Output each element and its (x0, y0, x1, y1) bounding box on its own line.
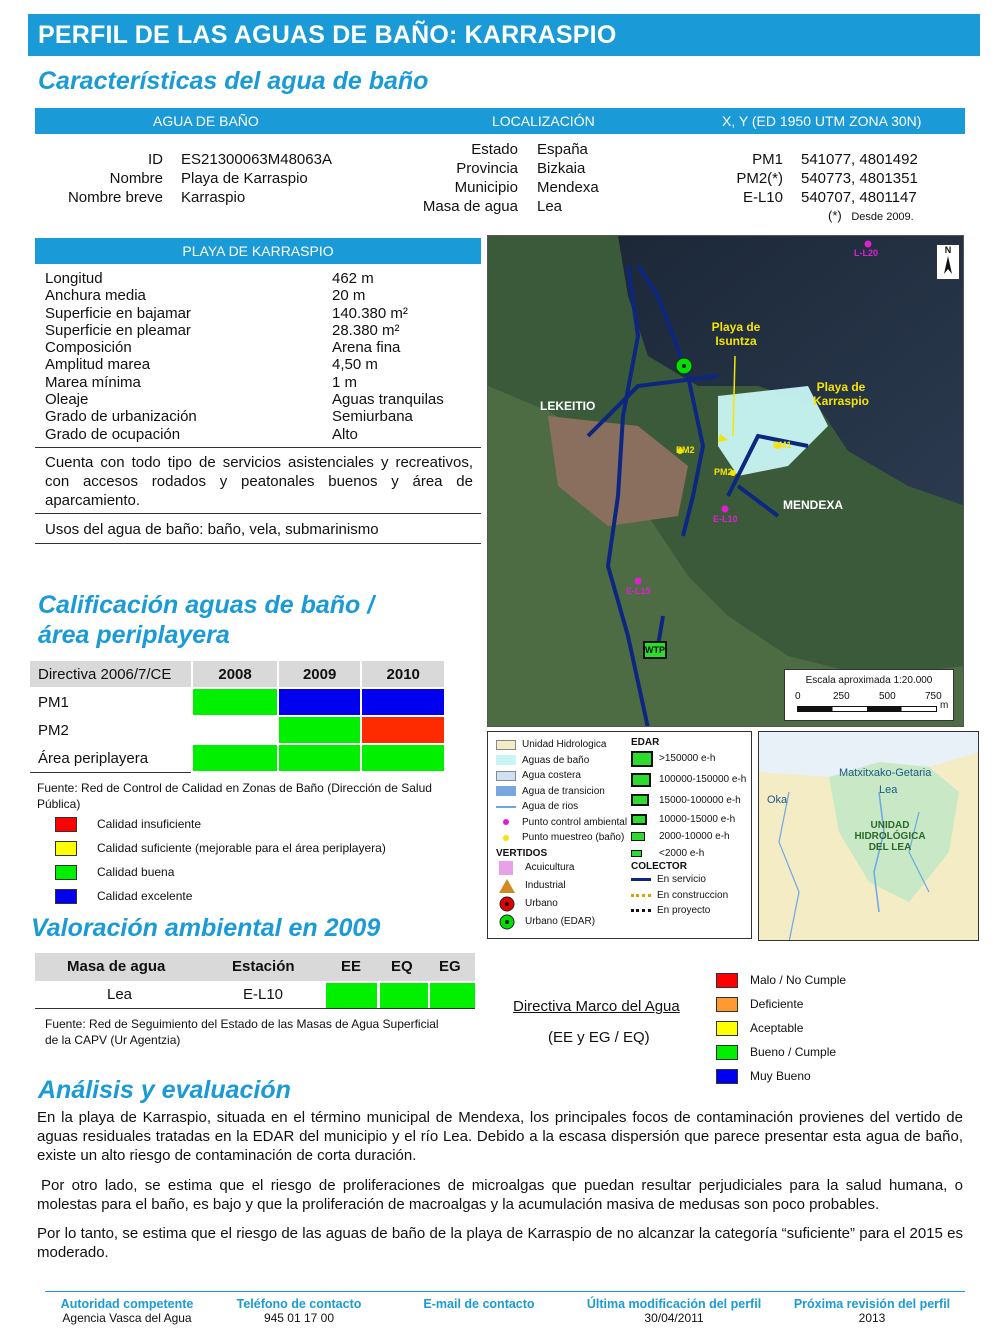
scale-title: Escala aproximada 1:20.000 (805, 675, 933, 686)
note-mark: (*) (828, 208, 842, 223)
urbano-edar-icon (499, 914, 515, 930)
val-cell-eg (430, 983, 475, 1008)
footer-divider (45, 1291, 965, 1292)
label-el10: E-L10 (713, 514, 738, 524)
loc-key: Masa de agua (422, 198, 518, 215)
label-ll20: L-L20 (854, 248, 879, 258)
legend-item: 2000-10000 e-h (659, 831, 730, 842)
playa-servicios: Cuenta con todo tipo de servicios asistenciales y recreativos, con accesos rodados y peatonales buenos y área de aparcamiento. (45, 454, 473, 509)
proyecto-line-icon (631, 909, 651, 912)
playa-usos: Usos del agua de baño: baño, vela, submarinismo (45, 521, 379, 538)
playa-key: Grado de ocupación (45, 425, 181, 443)
label-pm1: PM1 (773, 440, 792, 450)
swatch (55, 865, 77, 880)
coord-key: E-L10 (742, 189, 783, 206)
inset-lea: Lea (879, 784, 898, 796)
calificacion-heading (38, 590, 374, 650)
val-estacion: E-L10 (243, 986, 284, 1003)
swatch (716, 1045, 738, 1060)
playa-key: Longitud (45, 270, 103, 287)
calificacion-heading-l2: área periplayera (38, 621, 230, 649)
scale-bar (784, 669, 954, 721)
cal-cell (192, 716, 278, 744)
inset-matxitxako: Matxitxako-Getaria (839, 767, 932, 779)
control-icon (503, 819, 509, 825)
costera-icon (496, 771, 516, 781)
footer-heading: Teléfono de contacto (236, 1297, 362, 1311)
playa-value: Aguas tranquilas (332, 391, 444, 409)
muestreo-icon (503, 835, 509, 841)
playa-value: 1 m (332, 373, 358, 391)
scale-graphic (797, 706, 937, 712)
wtp-icon (631, 832, 645, 841)
inset-unidad: UNIDAD HIDROLÓGICA DEL LEA (854, 820, 926, 853)
scale-tick: 750 (925, 691, 942, 702)
footer-heading: Última modificación del perfil (586, 1297, 762, 1311)
edar-title: EDAR (631, 737, 660, 748)
footer-heading: Autoridad competente (60, 1297, 194, 1311)
legend-item: Unidad Hidrologica (522, 739, 607, 751)
cal-header: Directiva 2006/7/CE (29, 660, 192, 688)
loc-value: España (537, 141, 588, 158)
footer-heading: E-mail de contacto (423, 1297, 535, 1311)
loc-key: Estado (471, 141, 518, 158)
page-title: PERFIL DE LAS AGUAS DE BAÑO: KARRASPIO (28, 14, 980, 56)
legend-item: Agua de rios (522, 801, 579, 813)
playa-value: Semiurbana (332, 408, 413, 426)
scale-tick: 250 (833, 691, 850, 702)
legend-item: Urbano (EDAR) (525, 916, 596, 927)
coords-note (828, 208, 914, 223)
val-header: Masa de agua (67, 958, 166, 975)
legend-item: 10000-15000 e-h (659, 813, 736, 825)
caracteristicas-heading: Características del agua de baño (38, 67, 429, 95)
scale-tick: 500 (879, 691, 896, 702)
wtp-icon: WTP (643, 641, 667, 659)
scale-unit: m (940, 700, 949, 711)
legend-item: Punto muestreo (baño) (522, 832, 625, 844)
legend-label: Calidad buena (97, 865, 175, 879)
cal-year: 2009 (278, 660, 362, 688)
playa-value: 462 m (332, 270, 374, 287)
north-label: N (944, 245, 952, 255)
val-header: EQ (391, 958, 413, 975)
coord-value: 540707, 4801147 (801, 189, 917, 206)
legend-label: Deficiente (750, 997, 804, 1011)
playa-key: Amplitud marea (45, 356, 151, 374)
val-header: Estación (232, 958, 295, 975)
calificacion-fuente: Fuente: Red de Control de Calidad en Zonas de Baño (Dirección de Salud Pública) (37, 781, 432, 811)
swatch (716, 973, 738, 988)
calificacion-legend (55, 812, 386, 908)
swatch (716, 1021, 738, 1036)
playa-key: Anchura media (45, 287, 146, 305)
legend-label: Bueno / Cumple (750, 1045, 837, 1059)
legend-item: 100000-150000 e-h (659, 774, 747, 785)
footer-heading: Próxima revisión del perfil (793, 1297, 951, 1311)
loc-value: Mendexa (537, 179, 599, 196)
cal-cell (361, 744, 445, 772)
wtp-icon (631, 773, 651, 787)
legend-item: Agua costera (522, 770, 581, 782)
footer (45, 1297, 965, 1325)
legend-item: Punto control ambiental (522, 816, 628, 828)
unidad-icon (496, 740, 516, 750)
legend-item: <2000 e-h (659, 847, 705, 859)
legend-item: En servicio (657, 874, 706, 886)
legend-label: Aceptable (750, 1021, 804, 1035)
divider (35, 447, 481, 448)
agua-value: ES21300063M48063A (181, 151, 332, 168)
swatch (716, 997, 738, 1012)
playa-key: Oleaje (45, 391, 89, 409)
header-coords: X, Y (ED 1950 UTM ZONA 30N) (722, 113, 922, 129)
valoracion-fuente: Fuente: Red de Seguimiento del Estado de las Masas de Agua Superficial de la CAPV (Ur Agentzia) (45, 1017, 439, 1047)
val-header: EE (341, 958, 362, 975)
valoracion-row (35, 981, 475, 1009)
calificacion-heading-l1: Calificación aguas de baño / (38, 591, 375, 619)
agua-value: Karraspio (181, 189, 246, 206)
banyo-icon (496, 755, 516, 765)
val-cell-eq (380, 983, 428, 1008)
loc-value: Bizkaia (537, 160, 586, 177)
loc-value: Lea (537, 198, 563, 215)
label-karraspio: Playa de Karraspio (812, 380, 870, 408)
playa-header: PLAYA DE KARRASPIO (35, 238, 481, 264)
playa-rows (45, 270, 475, 443)
cal-cell (278, 744, 362, 772)
playa-key: Superficie en pleamar (45, 321, 191, 339)
legend-label: Calidad insuficiente (97, 817, 202, 831)
val-cell-ee (326, 983, 377, 1008)
footer-value: 945 01 17 00 (263, 1311, 335, 1325)
dma-title: Directiva Marco del Agua (513, 998, 680, 1015)
legend-item: En construccion (657, 889, 729, 901)
label-mendexa: MENDEXA (783, 498, 844, 512)
agua-key: Nombre (109, 170, 163, 187)
agua-value: Playa de Karraspio (181, 170, 308, 187)
footer-value: Agencia Vasca del Agua (62, 1311, 192, 1325)
label-isuntza: Playa de Isuntza (711, 320, 761, 348)
north-arrow-icon (936, 244, 960, 280)
industrial-icon (499, 879, 515, 893)
scale-tick: 0 (795, 691, 801, 702)
legend-item: Industrial (525, 880, 566, 891)
label-el15: E-L15 (626, 586, 651, 596)
inset-oka: Oka (767, 794, 788, 806)
cal-cell (192, 688, 278, 716)
playa-value: 20 m (332, 287, 366, 305)
servicio-line-icon (631, 878, 651, 881)
note-text: Desde 2009. (851, 211, 914, 223)
legend-item: Acuicultura (525, 862, 575, 873)
playa-value: Arena fina (332, 339, 401, 357)
cal-row-label: PM2 (29, 716, 192, 744)
valoracion-table (35, 953, 475, 1009)
loc-key: Municipio (454, 179, 518, 196)
legend-label: Calidad excelente (97, 889, 193, 903)
coord-value: 540773, 4801351 (801, 170, 918, 187)
urbano-icon (499, 896, 515, 912)
rios-icon (496, 806, 516, 808)
playa-key: Grado de urbanización (45, 408, 197, 426)
agua-key: ID (148, 151, 163, 168)
cal-row-label: Área periplayera (29, 744, 192, 772)
footer-value: 2013 (858, 1311, 886, 1325)
coords-info (700, 150, 960, 207)
cal-cell (361, 688, 445, 716)
transicion-icon (496, 786, 516, 796)
legend-label: Muy Bueno (750, 1069, 811, 1083)
dma-sub: (EE y EG / EQ) (548, 1029, 650, 1046)
caracteristicas-header-bar (35, 108, 965, 134)
wtp-icon (631, 850, 642, 857)
analisis-p1: En la playa de Karraspio, situada en el término municipal de Mendexa, los principales focos de contaminación provienes del vertido de aguas residuales tratadas en la EDAR del municipio y el río Lea. Debido a la escasa dispersión que parece presentar esta agua de baño, existe un alto riesgo de contaminación de corta duración. (37, 1109, 963, 1164)
wtp-icon (631, 814, 647, 825)
legend-item: >150000 e-h (659, 753, 716, 764)
legend-item: En proyecto (657, 905, 711, 917)
cal-cell (361, 716, 445, 744)
header-localizacion: LOCALIZACIÓN (492, 113, 595, 129)
playa-value: 140.380 m² (332, 304, 408, 322)
vertidos-title: VERTIDOS (496, 847, 548, 859)
playa-key: Marea mínima (45, 373, 141, 391)
coord-key: PM1 (752, 151, 783, 168)
footer-value: 30/04/2011 (644, 1311, 704, 1325)
val-header: EG (439, 958, 461, 975)
label-lekeitio: LEKEITIO (540, 399, 596, 413)
cal-cell (278, 716, 362, 744)
valoracion-heading: Valoración ambiental en 2009 (31, 914, 381, 942)
playa-key: Superficie en bajamar (45, 304, 191, 322)
cal-year: 2008 (192, 660, 278, 688)
analisis-heading: Análisis y evaluación (38, 1076, 291, 1104)
map-graphic (488, 236, 964, 727)
swatch (716, 1069, 738, 1084)
swatch (55, 841, 77, 856)
location-map (487, 235, 964, 727)
header-agua: AGUA DE BAÑO (153, 113, 259, 129)
analisis-p3: Por lo tanto, se estima que el riesgo de las aguas de baño de la playa de Karraspio de no alcanzar la categoría “suficiente” para el 2015 es moderado. (37, 1225, 963, 1261)
map-legend (487, 731, 752, 939)
agua-info (40, 150, 370, 207)
localizacion-info (400, 140, 660, 216)
playa-value: 4,50 m (332, 356, 378, 374)
legend-label: Calidad suficiente (mejorable para el área periplayera) (97, 841, 386, 855)
legend-item: 15000-100000 e-h (659, 794, 741, 806)
cal-cell (278, 688, 362, 716)
label-pm2: PM2 (676, 445, 695, 455)
inset-map (758, 731, 979, 941)
legend-label: Malo / No Cumple (750, 973, 847, 987)
coord-value: 541077, 4801492 (801, 151, 918, 168)
valoracion-legend (716, 968, 846, 1088)
label-pm2: PM2 (714, 467, 733, 477)
coord-key: PM2(*) (736, 170, 783, 187)
loc-key: Provincia (456, 160, 518, 177)
acuicultura-icon (499, 861, 513, 875)
divider (35, 543, 481, 544)
analisis-p2: Por otro lado, se estima que el riesgo de proliferaciones de microalgas que puedan resultar perjudiciales para la salud humana, o molestas para el baño, es bajo y que la proliferación de macroalgas y la acumulación masiva de medusas son poco probables. (37, 1177, 963, 1213)
cal-row-label: PM1 (29, 688, 192, 716)
valoracion-header (35, 953, 475, 981)
playa-key: Composición (45, 339, 132, 357)
legend-item: Agua de transicion (522, 785, 605, 797)
swatch (55, 817, 77, 832)
cal-cell (192, 744, 278, 772)
wtp-icon (631, 794, 649, 806)
legend-item: Aguas de baño (522, 754, 590, 766)
wtp-icon (631, 751, 653, 767)
val-masa: Lea (107, 986, 133, 1003)
calificacion-table (28, 659, 446, 773)
playa-value: Alto (332, 425, 358, 443)
colector-title: COLECTOR (631, 861, 687, 872)
construccion-line-icon (631, 894, 651, 897)
cal-year: 2010 (361, 660, 445, 688)
legend-item: Urbano (525, 898, 558, 909)
divider (35, 513, 481, 514)
swatch (55, 889, 77, 904)
agua-key: Nombre breve (67, 189, 163, 206)
playa-value: 28.380 m² (332, 321, 400, 339)
